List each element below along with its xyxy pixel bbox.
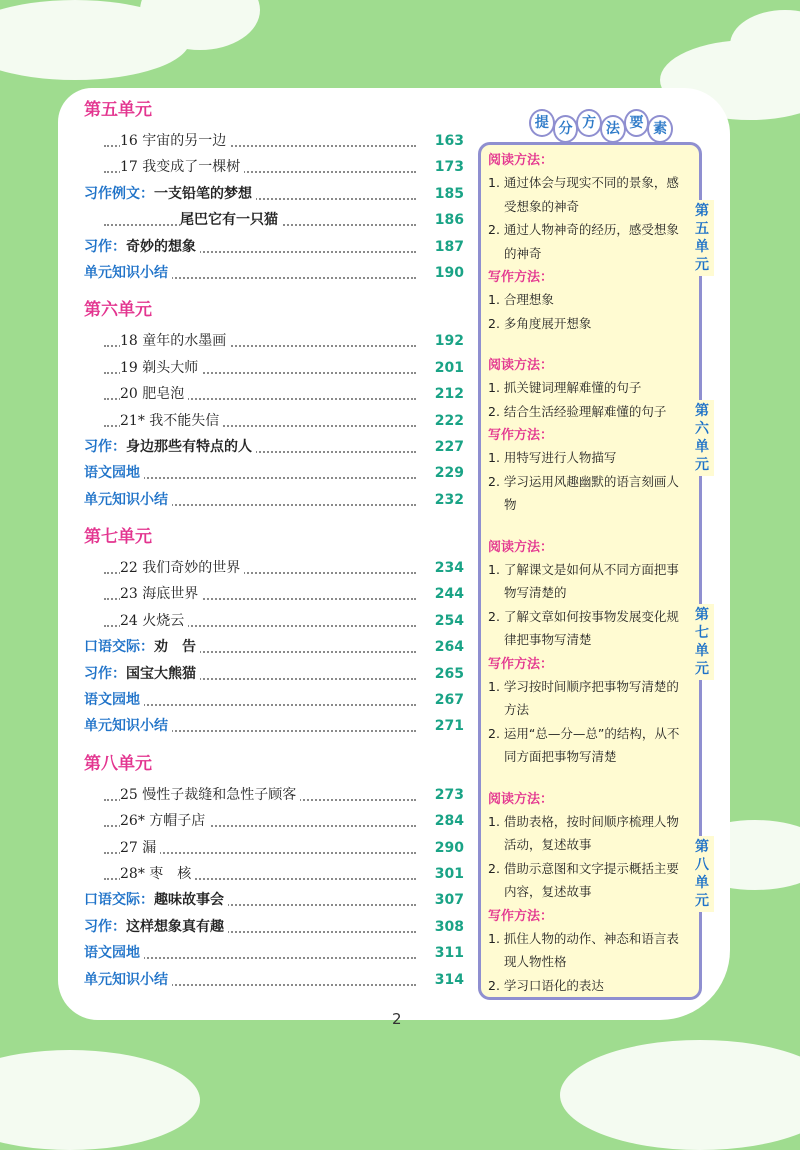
toc-entry[interactable] [84, 328, 464, 354]
entry-page: 273 [431, 782, 464, 808]
entry-page: 254 [431, 608, 464, 634]
tab-char: 单 [695, 439, 709, 455]
entry-text: 这样想象真有趣 [126, 918, 224, 935]
toc-entry[interactable] [84, 487, 464, 513]
toc-entry[interactable] [84, 381, 464, 407]
title-char: 分 [553, 115, 579, 143]
entry-text: 奇妙的想象 [126, 238, 196, 255]
toc-entry[interactable] [84, 408, 464, 434]
toc-entry[interactable] [84, 460, 464, 486]
entry-title [84, 181, 256, 207]
entry-title [84, 713, 172, 739]
method-section [488, 654, 684, 769]
method-item: 2. 学习运用风趣幽默的语言刻画人物 [488, 473, 679, 512]
unit-heading: 第八单元 [84, 753, 152, 774]
entry-page: 163 [431, 128, 464, 154]
entry-title: 17 我变成了一棵树 [120, 154, 244, 180]
toc-entry[interactable] [84, 940, 464, 966]
toc-entry[interactable] [84, 861, 464, 887]
entry-page: 232 [431, 487, 464, 513]
toc-entry[interactable] [84, 260, 464, 286]
entry-title [84, 460, 144, 486]
toc-entry[interactable] [84, 661, 464, 687]
unit-heading: 第六单元 [84, 300, 152, 321]
entry-title [84, 967, 172, 993]
cloud [560, 1040, 800, 1150]
unit-tab [690, 604, 714, 680]
method-item: 1. 抓关键词理解难懂的句子 [488, 380, 642, 395]
entry-page: 173 [431, 154, 464, 180]
entry-title: 22 我们奇妙的世界 [120, 555, 244, 581]
entry-page: 314 [431, 967, 464, 993]
entry-text: 单元知识小结 [84, 718, 168, 735]
toc-entry[interactable] [84, 914, 464, 940]
title-char: 方 [576, 109, 602, 137]
entry-page: 192 [431, 328, 464, 354]
entry-label: 口语交际： [84, 639, 154, 656]
entry-title: 23 海底世界 [120, 581, 202, 607]
method-section [488, 906, 684, 998]
toc-entry[interactable] [84, 808, 464, 834]
title-char: 法 [600, 115, 626, 143]
entry-title: 尾巴它有一只猫 [180, 207, 282, 233]
unit-heading: 第五单元 [84, 100, 152, 120]
leader-dots [104, 957, 416, 959]
entry-title: 16 宇宙的另一边 [120, 128, 230, 154]
tab-char: 六 [695, 421, 709, 437]
method-item: 1. 借助表格，按时间顺序梳理人物活动，复述故事 [488, 813, 679, 852]
method-item: 1. 了解课文是如何从不同方面把事物写清楚的 [488, 561, 679, 600]
entry-text: 趣味故事会 [154, 892, 224, 909]
title-char: 提 [529, 109, 555, 137]
leader-dots [104, 477, 416, 479]
toc-entry[interactable] [84, 887, 464, 913]
toc-entry[interactable] [84, 207, 464, 233]
entry-page: 301 [431, 861, 464, 887]
entry-title: 27 漏 [120, 835, 160, 861]
method-item: 2. 运用“总—分—总”的结构，从不同方面把事物写清楚 [488, 725, 680, 764]
tab-char: 八 [695, 857, 709, 873]
method-item: 2. 通过人物神奇的经历，感受想象的神奇 [488, 222, 679, 261]
entry-page: 290 [431, 835, 464, 861]
entry-title: 28* 枣 核 [120, 861, 195, 887]
entry-page: 265 [431, 661, 464, 687]
entry-page: 244 [431, 581, 464, 607]
method-item: 2. 结合生活经验理解难懂的句子 [488, 403, 667, 419]
method-item: 2. 了解文章如何按事物发展变化规律把事物写清楚 [488, 608, 679, 647]
method-heading: 写作方法： [488, 428, 554, 443]
entry-text: 一支铅笔的梦想 [154, 185, 252, 202]
entry-title [84, 940, 144, 966]
method-heading: 写作方法： [488, 656, 554, 672]
method-item: 1. 通过体会与现实不同的景象，感受想象的神奇 [488, 175, 679, 214]
toc-entry[interactable] [84, 355, 464, 381]
title-char: 素 [647, 115, 673, 143]
entry-text: 语文园地 [84, 945, 140, 962]
method-item: 1. 用特写进行人物描写 [488, 450, 617, 465]
entry-page: 308 [431, 914, 464, 940]
entry-text: 国宝大熊猫 [126, 665, 196, 682]
entry-label: 习作例文： [84, 185, 154, 202]
entry-title [84, 914, 228, 940]
entry-title [84, 634, 200, 660]
toc-entry[interactable] [84, 555, 464, 581]
method-item: 2. 借助示意图和文字提示概括主要内容，复述故事 [488, 860, 679, 899]
entry-title [84, 434, 256, 460]
method-section [488, 425, 684, 517]
toc-entry[interactable] [84, 128, 464, 154]
entry-page: 229 [431, 460, 464, 486]
method-item: 2. 多角度展开想象 [488, 315, 592, 331]
tab-char: 第 [695, 839, 709, 855]
entry-text: 语文园地 [84, 692, 140, 709]
toc-entry[interactable] [84, 581, 464, 607]
method-item: 2. 学习口语化的表达 [488, 977, 604, 993]
entry-page: 222 [431, 408, 464, 434]
unit-tab [690, 836, 714, 912]
method-panel-content [488, 150, 684, 1017]
method-panel-title [530, 111, 672, 143]
table-of-contents [84, 98, 464, 993]
entry-page: 186 [431, 207, 464, 233]
entry-page: 187 [431, 234, 464, 260]
tab-char: 元 [695, 893, 709, 909]
toc-entry[interactable] [84, 713, 464, 739]
entry-title [84, 687, 144, 713]
entry-label: 习作： [84, 238, 126, 255]
entry-page: 271 [431, 713, 464, 739]
entry-label: 口语交际： [84, 892, 154, 909]
method-heading: 阅读方法： [488, 539, 554, 555]
entry-title: 24 火烧云 [120, 608, 188, 634]
method-section [488, 789, 684, 904]
entry-label: 习作： [84, 665, 126, 682]
toc-entry[interactable] [84, 154, 464, 180]
entry-page: 201 [431, 355, 464, 381]
tab-char: 单 [695, 875, 709, 891]
tab-char: 元 [695, 257, 709, 273]
tab-char: 第 [695, 203, 709, 219]
toc-entry[interactable] [84, 434, 464, 460]
toc-entry[interactable] [84, 967, 464, 993]
entry-page: 311 [431, 940, 464, 966]
tab-char: 七 [695, 625, 709, 641]
entry-page: 227 [431, 434, 464, 460]
entry-title [84, 487, 172, 513]
toc-entry[interactable] [84, 608, 464, 634]
method-item: 1. 合理想象 [488, 292, 554, 307]
leader-dots [104, 704, 416, 706]
entry-title: 25 慢性子裁缝和急性子顾客 [120, 782, 300, 808]
method-heading: 阅读方法： [488, 791, 554, 807]
toc-entry[interactable] [84, 181, 464, 207]
method-section [488, 150, 684, 265]
entry-text: 语文园地 [84, 465, 140, 482]
entry-page: 284 [431, 808, 464, 834]
unit-tab [690, 200, 714, 276]
tab-char: 单 [695, 643, 709, 659]
method-section [488, 267, 684, 335]
entry-text: 身边那些有特点的人 [126, 438, 252, 455]
method-heading: 阅读方法： [488, 153, 554, 168]
tab-char: 元 [695, 661, 709, 677]
entry-page: 234 [431, 555, 464, 581]
toc-entry[interactable] [84, 234, 464, 260]
toc-entry[interactable] [84, 782, 464, 808]
entry-page: 307 [431, 887, 464, 913]
method-item: 1. 学习按时间顺序把事物写清楚的方法 [488, 678, 679, 717]
method-heading: 阅读方法： [488, 358, 554, 373]
entry-page: 185 [431, 181, 464, 207]
tab-char: 第 [695, 607, 709, 623]
toc-entry[interactable] [84, 835, 464, 861]
method-section [488, 355, 684, 423]
entry-title [84, 260, 172, 286]
entry-text: 单元知识小结 [84, 491, 168, 508]
entry-title [84, 234, 200, 260]
toc-entry[interactable] [84, 634, 464, 660]
method-item: 1. 抓住人物的动作、神态和语言表现人物性格 [488, 930, 679, 969]
tab-char: 五 [695, 221, 709, 237]
method-heading: 写作方法： [488, 908, 554, 924]
entry-title [84, 887, 228, 913]
entry-title: 18 童年的水墨画 [120, 328, 230, 354]
entry-title: 26* 方帽子店 [120, 808, 209, 834]
unit-tab [690, 400, 714, 476]
method-section [488, 537, 684, 652]
entry-text: 劝 告 [154, 639, 196, 656]
tab-char: 单 [695, 239, 709, 255]
page-number: 2 [392, 1010, 402, 1028]
entry-page: 267 [431, 687, 464, 713]
entry-title [84, 661, 200, 687]
entry-page: 190 [431, 260, 464, 286]
entry-label: 习作： [84, 918, 126, 935]
tab-char: 元 [695, 457, 709, 473]
cloud [0, 1050, 200, 1150]
entry-text: 单元知识小结 [84, 264, 168, 281]
entry-title: 20 肥皂泡 [120, 381, 188, 407]
entry-text: 单元知识小结 [84, 971, 168, 988]
toc-entry[interactable] [84, 687, 464, 713]
title-char: 要 [624, 109, 650, 137]
entry-page: 264 [431, 634, 464, 660]
tab-char: 第 [695, 403, 709, 419]
entry-page: 212 [431, 381, 464, 407]
method-heading: 写作方法： [488, 270, 554, 285]
entry-title: 21* 我不能失信 [120, 408, 223, 434]
entry-title: 19 剃头大师 [120, 355, 202, 381]
entry-label: 习作： [84, 438, 126, 455]
unit-heading: 第七单元 [84, 527, 152, 548]
